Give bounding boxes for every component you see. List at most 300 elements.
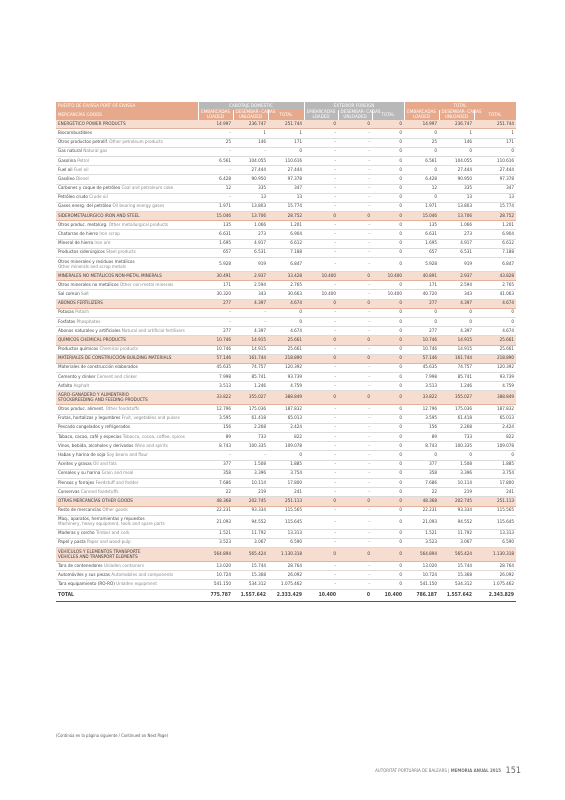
value-cell: - <box>338 488 372 497</box>
col-foreign-loaded: EMBARCADAS LOADED <box>304 110 338 120</box>
value-cell: 15.046 <box>198 212 233 221</box>
value-cell: 822 <box>474 433 516 442</box>
value-cell: 1 <box>439 129 474 138</box>
value-cell: - <box>338 363 372 372</box>
value-cell: 3.754 <box>268 469 304 478</box>
row-label-es: Mineral de hierro <box>58 241 94 247</box>
value-cell: 6.590 <box>268 538 304 547</box>
value-cell: 822 <box>268 433 304 442</box>
value-cell: 28.752 <box>474 212 516 221</box>
value-cell: 93.739 <box>268 373 304 382</box>
value-cell: 0 <box>474 451 516 460</box>
group-foreign: EXTERIOR FOREIGN <box>304 102 404 110</box>
value-cell: 2.765 <box>268 281 304 290</box>
row-label-en: Phosphates <box>76 319 101 325</box>
value-cell: 0 <box>372 488 404 497</box>
value-cell: 48.368 <box>404 497 439 506</box>
value-cell: 97.378 <box>268 175 304 184</box>
value-cell: 120.392 <box>474 363 516 372</box>
value-cell: 0 <box>372 166 404 175</box>
row-label-es: Chatarras de hierro <box>58 232 99 238</box>
value-cell: 0 <box>304 391 338 405</box>
value-cell: 0 <box>268 451 304 460</box>
value-cell: 26.092 <box>474 571 516 580</box>
value-cell: 919 <box>439 258 474 272</box>
value-cell: 8.743 <box>198 442 233 451</box>
value-cell: 202.745 <box>233 497 268 506</box>
table-row <box>56 469 516 478</box>
row-label-es: Habas y harina de soja <box>58 452 106 458</box>
value-cell: - <box>304 138 338 147</box>
total-label: TOTAL <box>56 589 198 601</box>
value-cell: 251.744 <box>474 120 516 129</box>
value-cell: 1 <box>233 129 268 138</box>
value-cell: 1.521 <box>198 529 233 538</box>
row-label-en: Paper and wood-pulp <box>86 540 131 546</box>
value-cell: 6.531 <box>439 248 474 257</box>
value-cell: 335 <box>439 184 474 193</box>
value-cell: 4.397 <box>439 327 474 336</box>
value-cell: 6.428 <box>198 175 233 184</box>
value-cell: 0 <box>372 414 404 423</box>
value-cell: 13 <box>439 193 474 202</box>
row-label <box>56 239 198 248</box>
row-label-es: Vinos, bebida, alcoholes y derivados <box>58 443 134 449</box>
value-cell: - <box>338 529 372 538</box>
value-cell: 61.418 <box>233 414 268 423</box>
value-cell: - <box>338 184 372 193</box>
value-cell: 2.424 <box>268 423 304 432</box>
value-cell: - <box>338 156 372 165</box>
value-cell: 13.313 <box>268 529 304 538</box>
value-cell: - <box>338 129 372 138</box>
value-cell: - <box>198 166 233 175</box>
row-label-en: Potash <box>75 310 89 316</box>
value-cell: - <box>304 248 338 257</box>
value-cell: 7.188 <box>268 248 304 257</box>
value-cell: 13.803 <box>233 202 268 211</box>
value-cell: 146 <box>233 138 268 147</box>
value-cell: 377 <box>198 460 233 469</box>
table-row <box>56 308 516 317</box>
value-cell: 0 <box>372 230 404 239</box>
value-cell: 3.754 <box>474 469 516 478</box>
value-cell: 27.444 <box>439 166 474 175</box>
value-cell: 343 <box>233 290 268 299</box>
value-cell: 57.146 <box>404 354 439 363</box>
table-body <box>56 120 516 589</box>
value-cell: 4.397 <box>233 299 268 308</box>
value-cell: - <box>304 147 338 156</box>
value-cell: 2.937 <box>439 272 474 281</box>
value-cell: 156 <box>198 423 233 432</box>
value-cell: 85.741 <box>439 373 474 382</box>
table-row <box>56 571 516 580</box>
row-label-es: Tara equipamiento (RO-RO) <box>58 582 115 588</box>
table-row <box>56 373 516 382</box>
value-cell: 6.590 <box>474 538 516 547</box>
value-cell: 13 <box>233 193 268 202</box>
value-cell: 8.743 <box>404 442 439 451</box>
value-cell: 2.268 <box>233 423 268 432</box>
row-label-es: Gases energ. del petróleo <box>58 204 112 210</box>
value-cell: - <box>304 414 338 423</box>
value-cell: 10.746 <box>404 345 439 354</box>
table-row <box>56 129 516 138</box>
value-cell: 0 <box>372 138 404 147</box>
table-row <box>56 230 516 239</box>
value-cell: 25.661 <box>474 345 516 354</box>
value-cell: - <box>304 538 338 547</box>
col-total-total: TOTAL <box>474 110 516 120</box>
row-label-en: IRON AND STEEL <box>104 213 140 219</box>
value-cell: 6.631 <box>404 230 439 239</box>
row-label-en: Timber and cork <box>95 531 130 537</box>
goods-traffic-table <box>56 102 517 602</box>
value-cell: 0 <box>372 248 404 257</box>
value-cell: - <box>304 129 338 138</box>
value-cell: 14.915 <box>233 336 268 345</box>
total-cell: 0 <box>338 589 372 601</box>
value-cell: 657 <box>198 248 233 257</box>
row-label <box>56 156 198 165</box>
value-cell: 40.720 <box>404 290 439 299</box>
category-row <box>56 391 516 405</box>
row-label-en: Other petroleum products <box>109 140 163 146</box>
value-cell: - <box>304 156 338 165</box>
value-cell: - <box>338 239 372 248</box>
value-cell: 0 <box>304 548 338 562</box>
row-label-es: Maderas y corcho <box>58 531 95 537</box>
group-total: TOTAL <box>404 102 516 110</box>
total-cell: 1.557.642 <box>233 589 268 601</box>
value-cell: 0 <box>372 451 404 460</box>
value-cell: 0 <box>372 308 404 317</box>
row-label-en: CHEMICAL PRODUCTS <box>80 337 126 343</box>
row-label <box>56 488 198 497</box>
row-label-en: Steel products <box>106 250 136 256</box>
value-cell: 0 <box>372 515 404 529</box>
row-label-en: Fuel oil <box>73 167 89 173</box>
value-cell: 0 <box>372 382 404 391</box>
value-cell: - <box>304 529 338 538</box>
value-cell: 202.745 <box>439 497 474 506</box>
row-label-en: Automobiles and components <box>111 572 174 578</box>
value-cell: 0 <box>439 451 474 460</box>
value-cell: 175.036 <box>439 405 474 414</box>
row-label-es: Otros minerales y residuos metálicos <box>58 259 135 265</box>
value-cell: - <box>198 451 233 460</box>
row-label-en: Coal and petroleum coke <box>121 186 174 192</box>
table-row <box>56 138 516 147</box>
value-cell: 15.046 <box>404 212 439 221</box>
row-label-en: STOCKBREEDING AND FEEDING PRODUCTS <box>58 397 148 403</box>
value-cell: 48.368 <box>198 497 233 506</box>
value-cell: 74.757 <box>439 363 474 372</box>
category-row <box>56 548 516 562</box>
page-footer <box>375 769 501 774</box>
value-cell: 277 <box>198 299 233 308</box>
value-cell: 0 <box>372 548 404 562</box>
value-cell: 5.928 <box>198 258 233 272</box>
value-cell: 33.428 <box>268 272 304 281</box>
col-goods: MERCANCÍAS GOODS <box>56 110 198 120</box>
value-cell: - <box>304 469 338 478</box>
row-label-en: Other non-metal minerals <box>119 282 174 288</box>
value-cell: 7.998 <box>198 373 233 382</box>
value-cell: - <box>304 478 338 487</box>
value-cell: 61.418 <box>439 414 474 423</box>
row-label-en: Unladen containers <box>103 563 144 569</box>
row-label-en: Crude oil <box>89 195 108 201</box>
row-label-en: Diesel <box>75 176 89 182</box>
value-cell: 1.130.318 <box>474 548 516 562</box>
value-cell: 10.746 <box>404 336 439 345</box>
row-label <box>56 391 198 405</box>
value-cell: 89 <box>404 433 439 442</box>
row-label-es: Gasóleo <box>58 176 75 182</box>
row-label-en: Natural gas <box>83 149 108 155</box>
value-cell: 13 <box>268 193 304 202</box>
value-cell: 1.075.462 <box>474 580 516 589</box>
value-cell: - <box>233 317 268 326</box>
row-label-en: Salt <box>81 291 89 297</box>
value-cell: - <box>338 373 372 382</box>
row-label <box>56 248 198 257</box>
row-label <box>56 221 198 230</box>
value-cell: 10.400 <box>304 272 338 281</box>
col-foreign-total: TOTAL <box>372 110 404 120</box>
table-row <box>56 193 516 202</box>
row-label-es: Resto de mercancías <box>58 508 101 514</box>
value-cell: 4.674 <box>268 327 304 336</box>
row-label <box>56 497 198 506</box>
value-cell: 3.595 <box>198 414 233 423</box>
value-cell: 347 <box>268 184 304 193</box>
value-cell: 161.744 <box>233 354 268 363</box>
value-cell: 93.334 <box>233 506 268 515</box>
value-cell: 171 <box>198 281 233 290</box>
value-cell: - <box>338 248 372 257</box>
row-label <box>56 548 198 562</box>
row-label <box>56 345 198 354</box>
value-cell: 13.313 <box>474 529 516 538</box>
value-cell: 110.616 <box>268 156 304 165</box>
value-cell: 241 <box>268 488 304 497</box>
row-label-es: OTRAS MERCANCÍAS <box>58 498 101 504</box>
table-row <box>56 239 516 248</box>
row-label-en: FERTILIZERS <box>77 301 103 307</box>
category-row <box>56 272 516 281</box>
value-cell: 187.832 <box>268 405 304 414</box>
value-cell: - <box>338 138 372 147</box>
value-cell: 0 <box>404 317 439 326</box>
value-cell: 45.635 <box>198 363 233 372</box>
value-cell: 33.822 <box>404 391 439 405</box>
value-cell: 146 <box>439 138 474 147</box>
value-cell: - <box>198 308 233 317</box>
row-label-es: ABONOS <box>58 301 76 307</box>
value-cell: 236.747 <box>439 120 474 129</box>
row-label-es: Conservas <box>58 489 80 495</box>
table-row <box>56 538 516 547</box>
table-row <box>56 184 516 193</box>
row-label-es: Maq., aparatos, herramientas y repuestos <box>58 517 145 523</box>
table-row <box>56 405 516 414</box>
value-cell: 0 <box>338 120 372 129</box>
value-cell: 74.757 <box>233 363 268 372</box>
value-cell: 3.067 <box>439 538 474 547</box>
row-label-en: POWER PRODUCTS <box>86 121 126 127</box>
value-cell: 0 <box>372 175 404 184</box>
table-row <box>56 166 516 175</box>
value-cell: 4.917 <box>439 239 474 248</box>
row-label-es: Fuel oil <box>58 167 73 173</box>
col-total-unloaded: DESEMBAR- CADAS UNLOADED <box>439 110 474 120</box>
table-row <box>56 451 516 460</box>
value-cell: 135 <box>198 221 233 230</box>
category-row <box>56 212 516 221</box>
value-cell: 0 <box>338 336 372 345</box>
value-cell: 93.334 <box>439 506 474 515</box>
value-cell: 7.686 <box>404 478 439 487</box>
row-label-es: MINERALES NO METÁLICOS <box>58 273 114 279</box>
value-cell: 0 <box>372 571 404 580</box>
value-cell: 97.378 <box>474 175 516 184</box>
value-cell: 65.013 <box>268 414 304 423</box>
row-label-es: Gas natural <box>58 149 82 155</box>
table-title: PUERTO DE EIVISSA PORT OF EIVISSA <box>56 102 198 110</box>
row-label-es: Tabaco, cacao, café y especias <box>58 434 122 440</box>
value-cell: - <box>304 442 338 451</box>
value-cell: 22.231 <box>198 506 233 515</box>
value-cell: 0 <box>404 193 439 202</box>
row-label <box>56 414 198 423</box>
value-cell: 0 <box>372 212 404 221</box>
table-row <box>56 478 516 487</box>
value-cell: 0 <box>372 363 404 372</box>
value-cell: - <box>304 515 338 529</box>
table-row <box>56 382 516 391</box>
value-cell: 0 <box>372 460 404 469</box>
table-row <box>56 327 516 336</box>
value-cell: 0 <box>372 469 404 478</box>
row-label <box>56 433 198 442</box>
value-cell: 30.663 <box>268 290 304 299</box>
value-cell: 10.400 <box>372 290 404 299</box>
table-row <box>56 202 516 211</box>
col-foreign-unloaded: DESEMBAR- CADAS UNLOADED <box>338 110 372 120</box>
value-cell: - <box>338 202 372 211</box>
value-cell: 100.335 <box>233 442 268 451</box>
value-cell: 28.764 <box>268 562 304 571</box>
row-label <box>56 272 198 281</box>
value-cell: - <box>338 308 372 317</box>
value-cell: 21.093 <box>404 515 439 529</box>
value-cell: 1.246 <box>439 382 474 391</box>
value-cell: 33.822 <box>198 391 233 405</box>
total-cell: 10.400 <box>372 589 404 601</box>
value-cell: 7.686 <box>198 478 233 487</box>
value-cell: 919 <box>233 258 268 272</box>
value-cell: 0 <box>372 433 404 442</box>
value-cell: 0 <box>474 147 516 156</box>
category-row <box>56 120 516 129</box>
value-cell: 0 <box>372 580 404 589</box>
value-cell: 11.792 <box>439 529 474 538</box>
value-cell: 10.114 <box>439 478 474 487</box>
value-cell: - <box>198 147 233 156</box>
value-cell: 0 <box>372 345 404 354</box>
value-cell: - <box>338 382 372 391</box>
value-cell: 355.027 <box>233 391 268 405</box>
value-cell: 0 <box>304 354 338 363</box>
value-cell: - <box>304 281 338 290</box>
row-label <box>56 373 198 382</box>
row-label-es: Cereales y su harina <box>58 471 101 477</box>
row-label-en: Other metallurgical products <box>108 222 169 228</box>
value-cell: 0 <box>304 120 338 129</box>
value-cell: - <box>198 193 233 202</box>
value-cell: 90.950 <box>233 175 268 184</box>
row-label <box>56 515 198 529</box>
row-label <box>56 405 198 414</box>
value-cell: 0 <box>372 120 404 129</box>
value-cell: 89 <box>198 433 233 442</box>
value-cell: - <box>338 175 372 184</box>
value-cell: 120.392 <box>268 363 304 372</box>
value-cell: 171 <box>474 138 516 147</box>
value-cell: 1.201 <box>268 221 304 230</box>
value-cell: - <box>304 258 338 272</box>
value-cell: 6.428 <box>404 175 439 184</box>
value-cell: 65.013 <box>474 414 516 423</box>
value-cell: 40.891 <box>404 272 439 281</box>
value-cell: - <box>304 433 338 442</box>
value-cell: - <box>338 405 372 414</box>
value-cell: 27.444 <box>474 166 516 175</box>
row-label-en: Canned foodstuffs <box>80 489 119 495</box>
value-cell: - <box>304 230 338 239</box>
value-cell: - <box>304 363 338 372</box>
value-cell: 0 <box>439 308 474 317</box>
row-label-en: Petrol <box>77 158 89 164</box>
value-cell: 534.312 <box>233 580 268 589</box>
table-row <box>56 562 516 571</box>
value-cell: - <box>338 147 372 156</box>
value-cell: - <box>304 239 338 248</box>
row-label <box>56 442 198 451</box>
value-cell: 30.320 <box>198 290 233 299</box>
value-cell: 0 <box>372 405 404 414</box>
value-cell: 0 <box>304 299 338 308</box>
value-cell: 25.661 <box>268 345 304 354</box>
value-cell: 156 <box>404 423 439 432</box>
value-cell: - <box>304 580 338 589</box>
table-row <box>56 281 516 290</box>
value-cell: 0 <box>268 317 304 326</box>
value-cell: 733 <box>439 433 474 442</box>
row-label-en: Other goods <box>102 508 128 514</box>
value-cell: 2.594 <box>439 281 474 290</box>
value-cell: 2.424 <box>474 423 516 432</box>
row-label-en: Machinery, heavy equipment, tools and spare parts <box>58 522 165 528</box>
row-label <box>56 258 198 272</box>
value-cell: 0 <box>372 506 404 515</box>
row-label-es: Carbones y coque de petróleo <box>58 186 121 192</box>
value-cell: 15.368 <box>439 571 474 580</box>
value-cell: - <box>338 258 372 272</box>
